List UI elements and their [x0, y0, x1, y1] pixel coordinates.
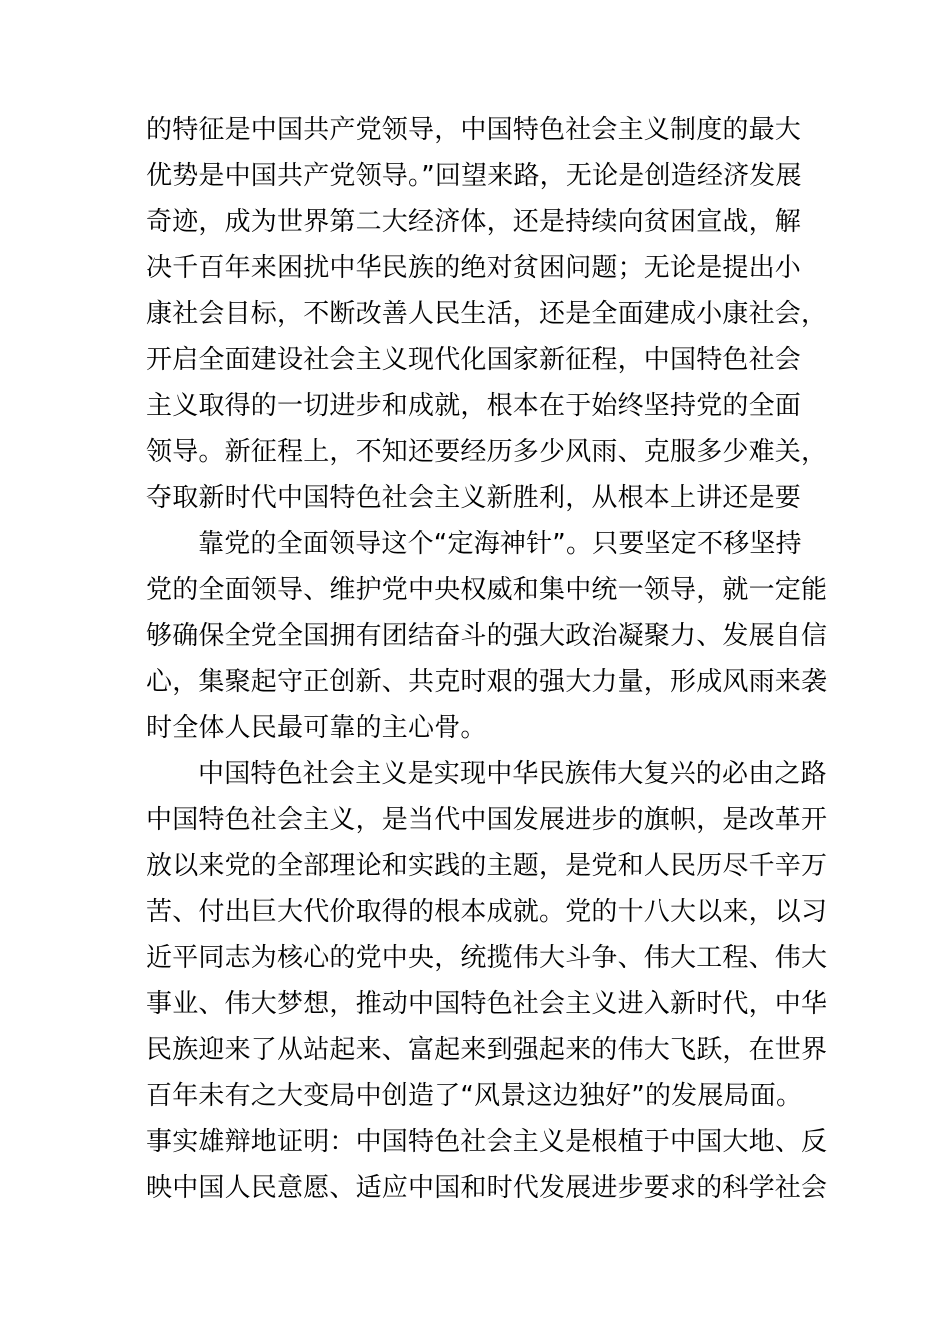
text-line: 苦、付出巨大代价取得的根本成就。党的十八大以来，以习 — [146, 897, 828, 927]
text-line: 奇迹，成为世界第二大经济体，还是持续向贫困宣战，解 — [146, 207, 802, 237]
text-line: 映中国人民意愿、适应中国和时代发展进步要求的科学社会 — [146, 1173, 828, 1203]
text-line: 民族迎来了从站起来、富起来到强起来的伟大飞跃，在世界 — [146, 1035, 828, 1065]
text-line: 开启全面建设社会主义现代化国家新征程，中国特色社会 — [146, 345, 802, 375]
text-line: 事业、伟大梦想，推动中国特色社会主义进入新时代，中华 — [146, 989, 828, 1019]
text-line: 的特征是中国共产党领导，中国特色社会主义制度的最大 — [146, 115, 802, 145]
text-line: 时全体人民最可靠的主心骨。 — [146, 713, 487, 743]
text-line: 事实雄辩地证明：中国特色社会主义是根植于中国大地、反 — [146, 1127, 828, 1157]
text-line: 近平同志为核心的党中央，统揽伟大斗争、伟大工程、伟大 — [146, 943, 828, 973]
section-heading: 中国特色社会主义是实现中华民族伟大复兴的必由之路 — [198, 759, 827, 789]
text-line: 心，集聚起守正创新、共克时艰的强大力量，形成风雨来袭 — [146, 667, 828, 697]
text-line: 百年未有之大变局中创造了“风景这边独好”的发展局面。 — [146, 1081, 803, 1111]
text-line: 靠党的全面领导这个“定海神针”。只要坚定不移坚持 — [198, 529, 802, 559]
text-line: 夺取新时代中国特色社会主义新胜利，从根本上讲还是要 — [146, 483, 802, 513]
text-line: 中国特色社会主义，是当代中国发展进步的旗帜，是改革开 — [146, 805, 828, 835]
text-line: 主义取得的一切进步和成就，根本在于始终坚持党的全面 — [146, 391, 802, 421]
text-line: 够确保全党全国拥有团结奋斗的强大政治凝聚力、发展自信 — [146, 621, 828, 651]
text-line: 放以来党的全部理论和实践的主题，是党和人民历尽千辛万 — [146, 851, 828, 881]
text-line: 优势是中国共产党领导。”回望来路，无论是创造经济发展 — [146, 161, 802, 191]
text-line: 党的全面领导、维护党中央权威和集中统一领导，就一定能 — [146, 575, 828, 605]
text-line: 领导。新征程上，不知还要经历多少风雨、克服多少难关， — [146, 437, 828, 467]
text-line: 决千百年来困扰中华民族的绝对贫困问题；无论是提出小 — [146, 253, 802, 283]
text-line: 康社会目标，不断改善人民生活，还是全面建成小康社会， — [146, 299, 828, 329]
